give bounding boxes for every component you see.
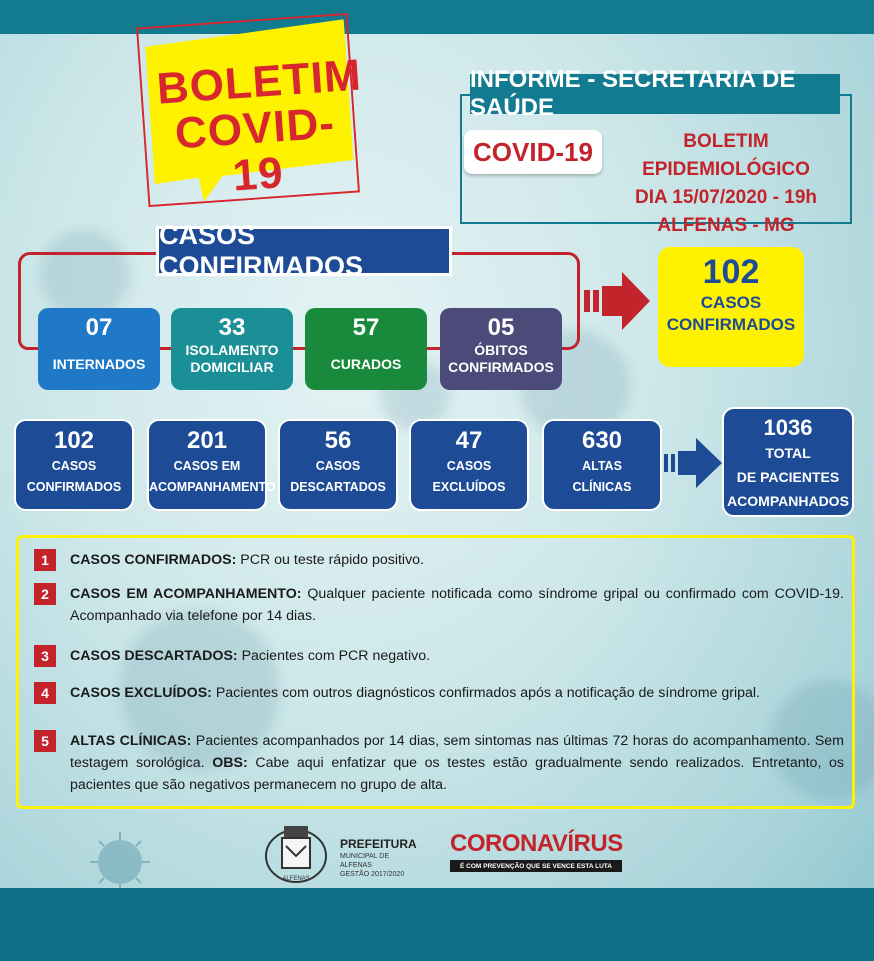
- covid-label: COVID-19: [464, 130, 602, 174]
- summary-label-line-1: CASOS: [51, 459, 97, 473]
- summary-card-casos-excluidos: [409, 419, 529, 511]
- definition-number: 3: [34, 645, 56, 667]
- summary-label-line-2: DESCARTADOS: [290, 480, 386, 494]
- definition-body: Pacientes acompanhados por 14 dias, sem sintomas nas últimas 72 horas do acompanhamento. Sem testagem sorológica.: [70, 733, 844, 771]
- definition-body: Pacientes com outros diagnósticos confirmados após a notificação de síndrome gripal.: [211, 685, 760, 701]
- title-line-2: COVID-19: [173, 98, 337, 201]
- card-obitos-confirmados: [440, 308, 562, 390]
- definition-item: [34, 730, 844, 796]
- summary-label-line-1: CASOS: [446, 459, 492, 473]
- summary-value: 630: [581, 427, 623, 454]
- definition-obs-term: OBS:: [212, 755, 248, 771]
- total-label-line-1: TOTAL: [765, 445, 811, 461]
- summary-label-line-1: ALTAS: [582, 459, 622, 473]
- total-value: 1036: [763, 415, 813, 440]
- definition-text: [70, 645, 430, 667]
- definition-term: CASOS CONFIRMADOS:: [70, 552, 237, 568]
- boletim-title: BOLETIM EPIDEMIOLÓGICO: [642, 131, 810, 180]
- summary-label-line-2: EXCLUÍDOS: [432, 480, 506, 494]
- boletim-date: DIA 15/07/2020 - 19h: [634, 187, 817, 208]
- summary-value: 102: [53, 427, 95, 454]
- bottom-bar: [0, 888, 874, 961]
- prefeitura-subtitle-line-1: MUNICIPAL DE ALFENAS: [340, 853, 390, 869]
- casos-confirmados-header: CASOS CONFIRMADOS: [156, 226, 452, 276]
- summary-label-line-2: ACOMPANHAMENTO: [149, 480, 276, 494]
- highlight-value: 102: [702, 253, 760, 291]
- red-arrow-icon: [584, 272, 650, 330]
- definition-item: [34, 682, 844, 704]
- card-label: CURADOS: [330, 356, 402, 372]
- definition-number: 2: [34, 583, 56, 605]
- highlight-label-line-2: CONFIRMADOS: [666, 315, 796, 334]
- card-value: 05: [487, 314, 515, 341]
- definition-term: ALTAS CLÍNICAS:: [70, 733, 192, 749]
- card-label-line-1: ISOLAMENTO: [185, 342, 279, 358]
- summary-card-altas-clinicas: [542, 419, 662, 511]
- coronavirus-logo-text: CORONAVÍRUS: [450, 830, 623, 857]
- definition-text: [70, 730, 844, 796]
- total-label-line-3: ACOMPANHADOS: [727, 493, 849, 509]
- total-pacientes-acompanhados: [722, 407, 854, 517]
- summary-label-line-1: CASOS EM: [173, 459, 241, 473]
- card-label: INTERNADOS: [52, 356, 146, 372]
- definition-obs-body: Cabe aqui enfatizar que os testes estão gradualmente sendo realizados. Entretanto, os pacientes que são negativos permanecem no grupo de alta.: [70, 755, 844, 793]
- boletim-location: ALFENAS - MG: [657, 215, 795, 236]
- blue-arrow-icon: [664, 438, 722, 488]
- card-label-line-2: CONFIRMADOS: [448, 359, 554, 375]
- definition-number: 5: [34, 730, 56, 752]
- card-curados: [305, 308, 427, 390]
- definition-body: Pacientes com PCR negativo.: [237, 648, 431, 664]
- card-value: 57: [352, 314, 380, 341]
- coronavirus-slogan: É COM PREVENÇÃO QUE SE VENCE ESTA LUTA: [450, 860, 622, 872]
- summary-card-casos-confirmados: [14, 419, 134, 511]
- summary-value: 56: [324, 427, 352, 454]
- definition-text: [70, 549, 424, 571]
- top-bar: [0, 0, 874, 34]
- card-label-line-1: ÓBITOS: [474, 342, 528, 358]
- definition-item: [34, 583, 844, 627]
- total-casos-confirmados-highlight: [658, 247, 804, 367]
- definition-term: CASOS EXCLUÍDOS:: [70, 685, 212, 701]
- card-label-line-2: DOMICILIAR: [190, 359, 274, 375]
- definition-body: Qualquer paciente notificada como síndrome gripal ou confirmado com COVID-19. Acompanhado via telefone por 14 dias.: [70, 586, 844, 624]
- definition-term: CASOS DESCARTADOS:: [70, 648, 238, 664]
- card-internados: [38, 308, 160, 390]
- summary-label-line-2: CLÍNICAS: [572, 480, 632, 494]
- summary-value: 201: [186, 427, 228, 454]
- highlight-label-line-1: CASOS: [700, 293, 762, 312]
- definition-text: [70, 682, 760, 704]
- definition-number: 1: [34, 549, 56, 571]
- card-value: 33: [218, 314, 246, 341]
- prefeitura-crest-logo: [262, 822, 330, 886]
- definition-text: [70, 583, 844, 627]
- card-value: 07: [85, 314, 113, 341]
- card-isolamento-domiciliar: [171, 308, 293, 390]
- definition-item: [34, 645, 844, 667]
- summary-label-line-1: CASOS: [315, 459, 361, 473]
- informe-header: INFORME - SECRETARIA DE SAÚDE: [470, 74, 840, 114]
- summary-card-casos-descartados: [278, 419, 398, 511]
- prefeitura-title: PREFEITURA: [340, 837, 417, 851]
- title: [155, 50, 364, 205]
- summary-value: 47: [455, 427, 483, 454]
- prefeitura-subtitle: [340, 852, 420, 879]
- summary-card-casos-acompanhamento: [147, 419, 276, 511]
- definition-body: PCR ou teste rápido positivo.: [236, 552, 424, 568]
- total-label-line-2: DE PACIENTES: [736, 469, 840, 485]
- definition-number: 4: [34, 682, 56, 704]
- boletim-info: [600, 128, 852, 240]
- title-line-1: BOLETIM: [155, 50, 364, 114]
- definition-item: [34, 549, 844, 571]
- crest-text: ALFENAS: [282, 876, 310, 882]
- summary-label-line-2: CONFIRMADOS: [26, 480, 122, 494]
- prefeitura-subtitle-line-2: GESTÃO 2017/2020: [340, 871, 405, 878]
- definition-term: CASOS EM ACOMPANHAMENTO:: [70, 586, 302, 602]
